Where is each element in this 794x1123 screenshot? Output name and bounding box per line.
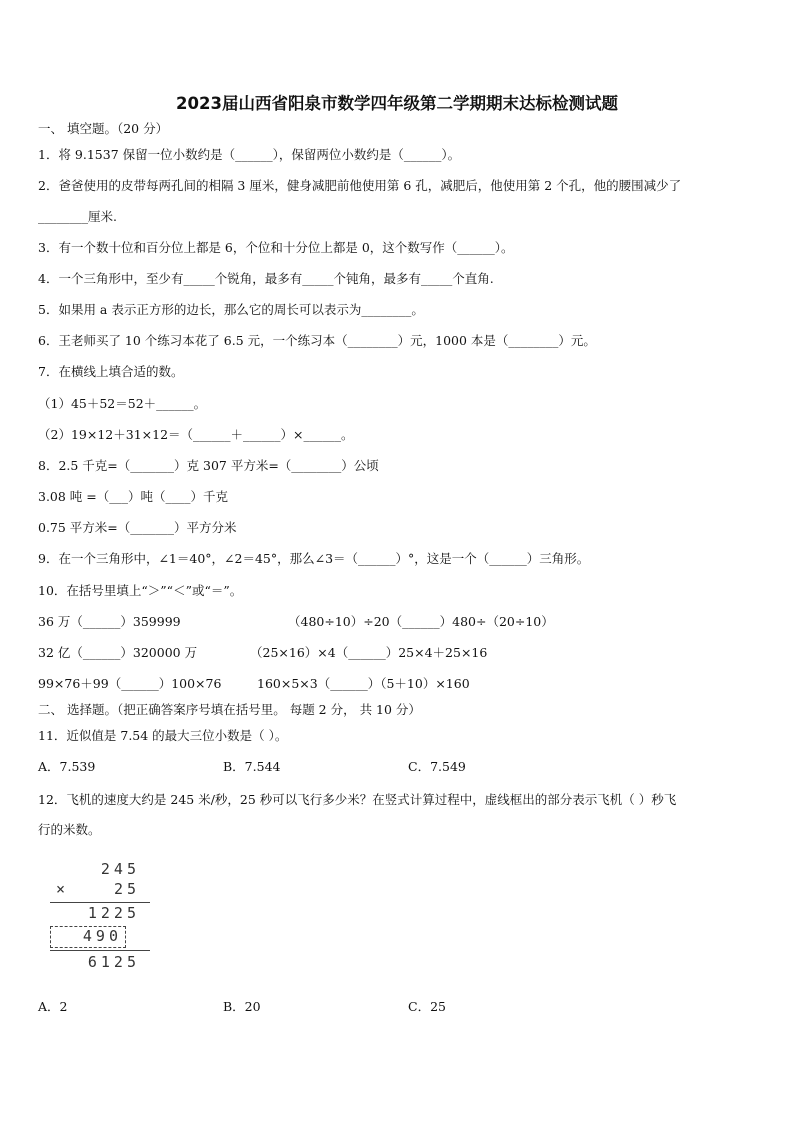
question-5: 5．如果用 a 表示正方形的边长，那么它的周长可以表示为________。 xyxy=(38,302,424,317)
compare-item: （25×16）×4（______）25×4＋25×16 xyxy=(250,645,488,660)
section-heading-fill-in: 一、 填空题。（20 分） xyxy=(38,121,169,136)
compare-item: 160×5×3（______）（5＋10）×160 xyxy=(257,676,470,691)
compare-item: 36 万（______）359999 xyxy=(38,614,181,629)
product-result: 6125 xyxy=(87,953,140,971)
question-8-line-2: 3.08 吨 =（___）吨（____）千克 xyxy=(38,489,229,504)
question-10: 10．在括号里填上“＞”“＜”或“＝”。 xyxy=(38,583,243,598)
partial-product-1: 1225 xyxy=(87,904,140,922)
question-8-line-1: 8．2.5 千克=（_______）克 307 平方米=（________）公顷 xyxy=(38,458,379,473)
page-title: 2023届山西省阳泉市数学四年级第二学期期末达标检测试题 xyxy=(176,94,618,113)
compare-item: 99×76＋99（______）100×76 xyxy=(38,676,222,691)
option-b: B．20 xyxy=(223,999,261,1014)
question-12-line-2: 行的米数。 xyxy=(38,822,101,837)
multiplier: 25 xyxy=(113,880,140,898)
compare-item: （480÷10）÷20（______）480÷（20÷10） xyxy=(288,614,554,629)
question-7-part-2: （2）19×12＋31×12＝（______＋______）×______。 xyxy=(38,427,354,442)
multiplicand: 245 xyxy=(100,860,140,878)
question-7: 7．在横线上填合适的数。 xyxy=(38,364,184,379)
divider-line xyxy=(50,950,150,951)
compare-item: 32 亿（______）320000 万 xyxy=(38,645,198,660)
question-3: 3．有一个数十位和百分位上都是 6，个位和十分位上都是 0，这个数写作（______）。 xyxy=(38,240,514,255)
question-9: 9．在一个三角形中，∠1＝40°，∠2＝45°，那么∠3＝（______）°，这是一个（______）三角形。 xyxy=(38,551,590,566)
question-8-line-3: 0.75 平方米=（_______）平方分米 xyxy=(38,520,237,535)
question-2-line-2: ________厘米. xyxy=(38,209,117,224)
section-heading-choice: 二、 选择题。（把正确答案序号填在括号里。 每题 2 分， 共 10 分） xyxy=(38,702,421,717)
question-11: 11．近似值是 7.54 的最大三位小数是（ ）。 xyxy=(38,728,288,743)
question-1: 1．将 9.1537 保留一位小数约是（______），保留两位小数约是（______）。 xyxy=(38,147,461,162)
question-7-part-1: （1）45＋52＝52＋______。 xyxy=(38,396,207,411)
question-12-line-1: 12．飞机的速度大约是 245 米/秒，25 秒可以飞行多少米？在竖式计算过程中，虚线框出的部分表示飞机（ ）秒飞 xyxy=(38,792,677,807)
option-b: B．7.544 xyxy=(223,759,281,774)
question-2-line-1: 2．爸爸使用的皮带每两孔间的相隔 3 厘米，健身减肥前他使用第 6 孔，减肥后，他使用第 2 个孔，他的腰围减少了 xyxy=(38,178,682,193)
partial-product-2: 490 xyxy=(82,927,122,945)
times-sign: × xyxy=(56,880,66,898)
vertical-multiplication xyxy=(50,856,150,976)
divider-line xyxy=(50,902,150,903)
option-a: A．7.539 xyxy=(38,759,96,774)
option-c: C．7.549 xyxy=(408,759,466,774)
question-6: 6．王老师买了 10 个练习本花了 6.5 元，一个练习本（________）元，1000 本是（________）元。 xyxy=(38,333,596,348)
option-c: C．25 xyxy=(408,999,446,1014)
question-4: 4．一个三角形中，至少有_____个锐角，最多有_____个钝角，最多有_____个直角. xyxy=(38,271,494,286)
option-a: A．2 xyxy=(38,999,68,1014)
